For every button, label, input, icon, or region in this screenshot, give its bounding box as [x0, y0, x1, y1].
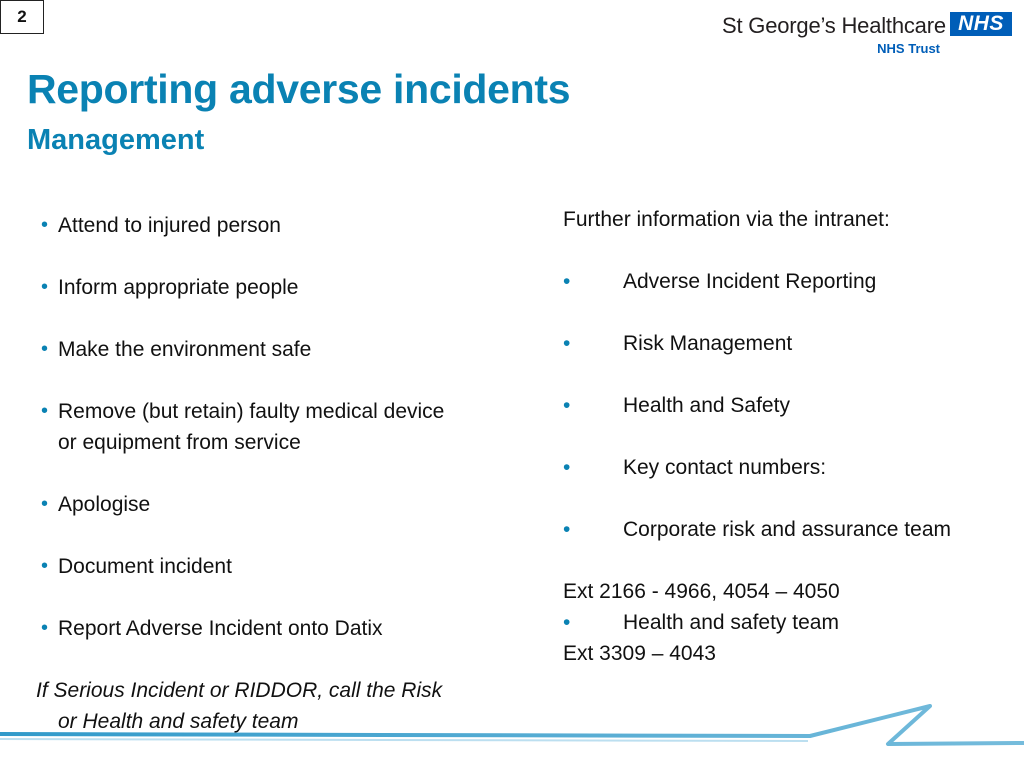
list-item: • Make the environment safe [36, 334, 446, 365]
bullet-icon: • [41, 276, 49, 298]
org-name: St George’s Healthcare [722, 13, 946, 38]
slide-number: 2 [0, 0, 44, 34]
trust-label: NHS Trust [877, 41, 940, 56]
bullet-icon: • [563, 270, 571, 293]
intranet-link-item: • Key contact numbers: [563, 452, 1003, 483]
serious-incident-note: If Serious Incident or RIDDOR, call the Risk or Health and safety team [36, 679, 443, 733]
nhs-logo [722, 12, 1012, 60]
bullet-icon: • [41, 400, 49, 422]
list-item: • Remove (but retain) faulty medical device or equipment from service [36, 396, 446, 458]
page-title: Reporting adverse incidents [27, 66, 571, 112]
list-item: • Apologise [36, 489, 446, 520]
intranet-link-item: • Adverse Incident Reporting [563, 266, 1003, 297]
nhs-badge: NHS [950, 12, 1012, 36]
list-item: • Document incident [36, 551, 446, 582]
right-column [563, 204, 1003, 669]
bullet-icon: • [41, 555, 49, 577]
bullet-icon: • [563, 394, 571, 417]
intranet-link-item: • Risk Management [563, 328, 1003, 359]
bullet-icon: • [41, 338, 49, 360]
bullet-icon: • [563, 456, 571, 479]
intranet-link-item: • Health and Safety [563, 390, 1003, 421]
list-item: • Report Adverse Incident onto Datix [36, 613, 446, 644]
intranet-intro: Further information via the intranet: [563, 208, 890, 231]
bullet-icon: • [563, 611, 571, 634]
bullet-icon: • [41, 493, 49, 515]
bullet-icon: • [41, 617, 49, 639]
page-subtitle: Management [27, 124, 205, 156]
bullet-icon: • [41, 214, 49, 236]
bullet-icon: • [563, 518, 571, 541]
contact-item: • Health and safety team [563, 607, 1003, 638]
contact-item: • Corporate risk and assurance team [563, 514, 1003, 545]
contact-extension: Ext 2166 - 4966, 4054 – 4050 [563, 580, 840, 603]
bullet-icon: • [563, 332, 571, 355]
footer-swoosh [0, 690, 1024, 768]
left-column [36, 210, 446, 737]
list-item: • Attend to injured person [36, 210, 446, 241]
action-list [36, 210, 446, 644]
contact-extension: Ext 3309 – 4043 [563, 642, 716, 665]
list-item: • Inform appropriate people [36, 272, 446, 303]
